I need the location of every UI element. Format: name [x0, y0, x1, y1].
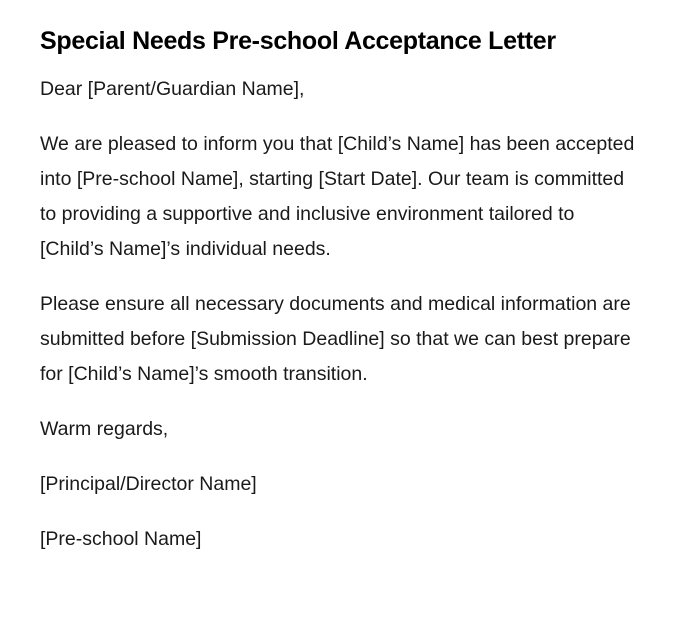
letter-organization: [Pre-school Name]	[40, 528, 202, 550]
letter-paragraph-documents: Please ensure all necessary documents and medical information are submitted before [Submission Deadline] so that we can best prepare for [Child’s Name]’s smooth transition.	[40, 293, 631, 385]
letter-closing: Warm regards,	[40, 418, 169, 440]
letter-paragraph-acceptance: We are pleased to inform you that [Child’s Name] has been accepted into [Pre-school Name], starting [Start Date]. Our team is committed to providing a supportive and inclusive environment tailored to [Child’s Name]’s individual needs.	[40, 133, 635, 260]
letter-document	[40, 24, 640, 577]
letter-signatory: [Principal/Director Name]	[40, 473, 257, 495]
letter-title: Special Needs Pre-school Acceptance Letter	[40, 27, 556, 55]
letter-greeting: Dear [Parent/Guardian Name],	[40, 78, 305, 100]
